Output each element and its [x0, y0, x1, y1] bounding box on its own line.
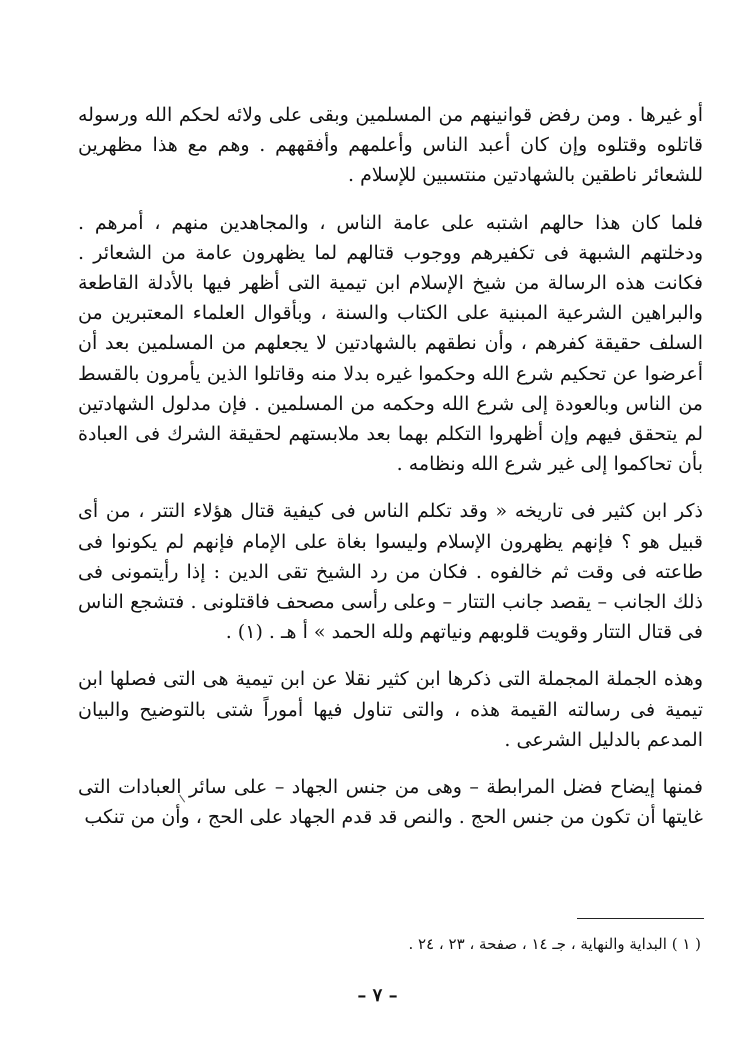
paragraph-1: أو غيرها . ومن رفض قوانينهم من المسلمين وبقى على ولائه لحكم الله ورسوله قاتلوه وقتلوه وإن كان أعبد الناس وأعلمهم وأفقههم . وهم مع هذا مظهرين للشعائر ناطقين بالشهادتين منتسبين للإسلام .	[78, 104, 703, 187]
paragraph-4: وهذه الجملة المجملة التى ذكرها ابن كثير نقلا عن ابن تيمية هى التى فصلها ابن تيمية فى رسالته القيمة هذه ، والتى تناول فيها أموراً شتى بالتوضيح والبيان المدعم بالدليل الشرعى .	[78, 668, 703, 751]
paragraph-5: فمنها إيضاح فضل المرابطة – وهى من جنس الجهاد – على سائر العبادات التى غايتها أن تكون من جنس الحج . والنص قد قدم الجهاد على الحج ، وأن من تنكب	[78, 776, 703, 829]
paragraph-3: ذكر ابن كثير فى تاريخه « وقد تكلم الناس فى كيفية قتال هؤلاء التتر ، من أى قبيل هو ؟ فإنهم يظهرون الإسلام وليسوا بغاة على الإمام فإنهم لم يكونوا فى طاعته فى وقت ثم خالفوه . فكان من رد الشيخ تقى الدين : إذا رأيتمونى فى ذلك الجانب – يقصد جانب التتار – وعلى رأسى مصحف فاقتلونى . فتشجع الناس فى قتال التتار وقويت قلوبهم ونياتهم ولله الحمد » أ هـ . (١) .	[78, 500, 703, 644]
footnote-divider	[577, 918, 704, 919]
main-text	[78, 100, 703, 832]
paragraph-2: فلما كان هذا حالهم اشتبه على عامة الناس ، والمجاهدين منهم ، أمرهم . ودخلتهم الشبهة فى تكفيرهم ووجوب قتالهم لما يظهرون عامة من الشعائر . فكانت هذه الرسالة من شيخ الإسلام ابن تيمية التى أظهر فيها بالأدلة القاطعة والبراهين الشرعية المبنية على الكتاب والسنة ، وبأقوال العلماء المعتبرين من السلف حقيقة كفرهم ، وأن نطقهم بالشهادتين لا يجعلهم من المسلمين بعد أن أعرضوا عن تحكيم شرع الله وحكموا غيره بدلا منه وقاتلوا الذين يأمرون بالقسط من الناس وبالعودة إلى شرع الله وحكمه من المسلمين . فإن مدلول الشهادتين لم يتحقق فيهم وإن أظهروا التكلم بهما بعد ملابستهم لحقيقة الشرك فى العبادة بأن تحاكموا إلى غير شرع الله ونظامه .	[78, 211, 704, 476]
footnote: ( ١ ) البداية والنهاية ، جـ ١٤ ، صفحة ، ٢٣ ، ٢٤ .	[408, 935, 701, 953]
page-number: – ٧ –	[357, 985, 398, 1006]
